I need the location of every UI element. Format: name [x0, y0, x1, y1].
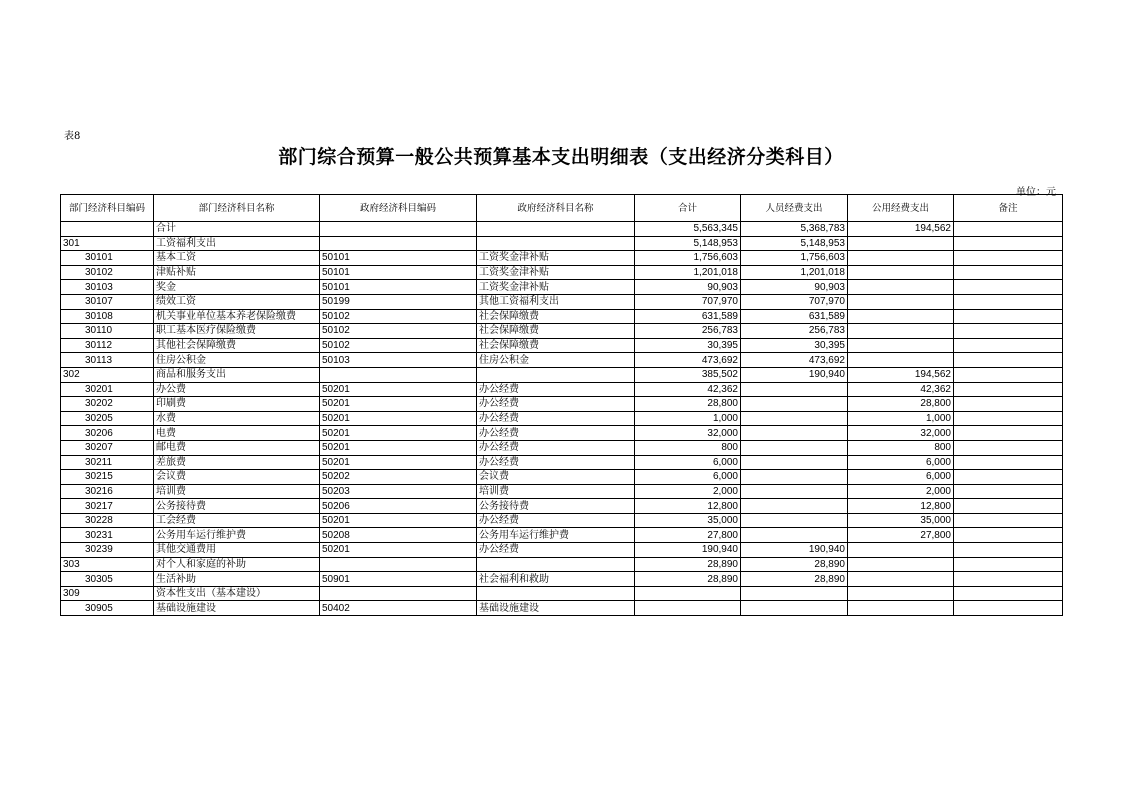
- gov-name-cell: [477, 222, 635, 237]
- note-cell: [954, 294, 1063, 309]
- public-cell: 194,562: [848, 222, 954, 237]
- personnel-cell: 190,940: [741, 367, 848, 382]
- gov-name-cell: 社会福利和救助: [477, 572, 635, 587]
- dept-code-cell: 30216: [61, 484, 154, 499]
- gov-name-cell: [477, 586, 635, 601]
- dept-name-cell: 合计: [154, 222, 320, 237]
- dept-code-cell: 303: [61, 557, 154, 572]
- table-row: [61, 324, 1063, 339]
- public-cell: [848, 236, 954, 251]
- table-row: [61, 338, 1063, 353]
- gov-name-cell: 办公经费: [477, 513, 635, 528]
- gov-name-cell: 社会保障缴费: [477, 309, 635, 324]
- header-dept-code: 部门经济科目编码: [61, 195, 154, 222]
- public-cell: 12,800: [848, 499, 954, 514]
- public-cell: 28,800: [848, 397, 954, 412]
- note-cell: [954, 338, 1063, 353]
- table-row: [61, 543, 1063, 558]
- gov-name-cell: 公务用车运行维护费: [477, 528, 635, 543]
- public-cell: [848, 353, 954, 368]
- table-row: [61, 265, 1063, 280]
- dept-code-cell: 30110: [61, 324, 154, 339]
- table-row: [61, 484, 1063, 499]
- dept-code-cell: 30231: [61, 528, 154, 543]
- total-cell: 6,000: [635, 455, 741, 470]
- header-public: 公用经费支出: [848, 195, 954, 222]
- personnel-cell: [741, 397, 848, 412]
- dept-code-cell: 30202: [61, 397, 154, 412]
- personnel-cell: 631,589: [741, 309, 848, 324]
- note-cell: [954, 280, 1063, 295]
- dept-name-cell: 公务用车运行维护费: [154, 528, 320, 543]
- note-cell: [954, 367, 1063, 382]
- dept-name-cell: 办公费: [154, 382, 320, 397]
- total-cell: 30,395: [635, 338, 741, 353]
- gov-name-cell: [477, 367, 635, 382]
- total-cell: 90,903: [635, 280, 741, 295]
- table-row: [61, 528, 1063, 543]
- note-cell: [954, 601, 1063, 616]
- personnel-cell: 5,148,953: [741, 236, 848, 251]
- note-cell: [954, 513, 1063, 528]
- dept-code-cell: 30101: [61, 251, 154, 266]
- personnel-cell: [741, 586, 848, 601]
- total-cell: 1,756,603: [635, 251, 741, 266]
- header-note: 备注: [954, 195, 1063, 222]
- dept-code-cell: 30217: [61, 499, 154, 514]
- table-row: [61, 236, 1063, 251]
- total-cell: 1,000: [635, 411, 741, 426]
- personnel-cell: [741, 440, 848, 455]
- table-row: [61, 572, 1063, 587]
- dept-code-cell: 30206: [61, 426, 154, 441]
- note-cell: [954, 222, 1063, 237]
- total-cell: 28,890: [635, 572, 741, 587]
- public-cell: 800: [848, 440, 954, 455]
- total-cell: 1,201,018: [635, 265, 741, 280]
- dept-name-cell: 职工基本医疗保险缴费: [154, 324, 320, 339]
- total-cell: 6,000: [635, 470, 741, 485]
- dept-name-cell: 电费: [154, 426, 320, 441]
- gov-name-cell: 住房公积金: [477, 353, 635, 368]
- table-row: [61, 367, 1063, 382]
- public-cell: 1,000: [848, 411, 954, 426]
- table-row: [61, 309, 1063, 324]
- gov-code-cell: 50102: [320, 324, 477, 339]
- note-cell: [954, 251, 1063, 266]
- gov-name-cell: 工资奖金津补贴: [477, 251, 635, 266]
- table-row: [61, 499, 1063, 514]
- note-cell: [954, 265, 1063, 280]
- gov-code-cell: 50206: [320, 499, 477, 514]
- table-row: [61, 440, 1063, 455]
- gov-code-cell: [320, 367, 477, 382]
- dept-code-cell: 30113: [61, 353, 154, 368]
- total-cell: 2,000: [635, 484, 741, 499]
- dept-code-cell: 30205: [61, 411, 154, 426]
- dept-name-cell: 津贴补贴: [154, 265, 320, 280]
- dept-code-cell: 301: [61, 236, 154, 251]
- personnel-cell: 707,970: [741, 294, 848, 309]
- personnel-cell: 473,692: [741, 353, 848, 368]
- dept-name-cell: 邮电费: [154, 440, 320, 455]
- note-cell: [954, 543, 1063, 558]
- total-cell: 190,940: [635, 543, 741, 558]
- personnel-cell: 256,783: [741, 324, 848, 339]
- personnel-cell: 28,890: [741, 572, 848, 587]
- total-cell: 5,563,345: [635, 222, 741, 237]
- public-cell: [848, 280, 954, 295]
- table-row: [61, 455, 1063, 470]
- public-cell: [848, 601, 954, 616]
- total-cell: 28,800: [635, 397, 741, 412]
- note-cell: [954, 499, 1063, 514]
- personnel-cell: [741, 528, 848, 543]
- note-cell: [954, 572, 1063, 587]
- note-cell: [954, 455, 1063, 470]
- note-cell: [954, 411, 1063, 426]
- gov-code-cell: [320, 236, 477, 251]
- dept-name-cell: 其他社会保障缴费: [154, 338, 320, 353]
- note-cell: [954, 484, 1063, 499]
- total-cell: 385,502: [635, 367, 741, 382]
- public-cell: 194,562: [848, 367, 954, 382]
- total-cell: 42,362: [635, 382, 741, 397]
- personnel-cell: 30,395: [741, 338, 848, 353]
- total-cell: 473,692: [635, 353, 741, 368]
- public-cell: [848, 572, 954, 587]
- header-gov-code: 政府经济科目编码: [320, 195, 477, 222]
- note-cell: [954, 586, 1063, 601]
- dept-name-cell: 其他交通费用: [154, 543, 320, 558]
- note-cell: [954, 353, 1063, 368]
- total-cell: 28,890: [635, 557, 741, 572]
- public-cell: [848, 251, 954, 266]
- dept-code-cell: 30905: [61, 601, 154, 616]
- gov-name-cell: 办公经费: [477, 382, 635, 397]
- header-dept-name: 部门经济科目名称: [154, 195, 320, 222]
- total-cell: 707,970: [635, 294, 741, 309]
- table-row: [61, 513, 1063, 528]
- personnel-cell: [741, 382, 848, 397]
- public-cell: [848, 294, 954, 309]
- gov-code-cell: 50201: [320, 411, 477, 426]
- gov-code-cell: 50203: [320, 484, 477, 499]
- public-cell: 6,000: [848, 455, 954, 470]
- dept-code-cell: 30305: [61, 572, 154, 587]
- total-cell: 35,000: [635, 513, 741, 528]
- gov-code-cell: 50201: [320, 382, 477, 397]
- table-row: [61, 601, 1063, 616]
- dept-name-cell: 公务接待费: [154, 499, 320, 514]
- dept-code-cell: 309: [61, 586, 154, 601]
- table-row: [61, 557, 1063, 572]
- public-cell: 6,000: [848, 470, 954, 485]
- header-row: [61, 195, 1063, 222]
- total-cell: 12,800: [635, 499, 741, 514]
- personnel-cell: [741, 455, 848, 470]
- table-row: [61, 222, 1063, 237]
- dept-code-cell: 30112: [61, 338, 154, 353]
- note-cell: [954, 397, 1063, 412]
- personnel-cell: [741, 470, 848, 485]
- total-cell: 800: [635, 440, 741, 455]
- gov-name-cell: 办公经费: [477, 411, 635, 426]
- header-personnel: 人员经费支出: [741, 195, 848, 222]
- dept-name-cell: 奖金: [154, 280, 320, 295]
- gov-code-cell: 50101: [320, 280, 477, 295]
- dept-name-cell: 对个人和家庭的补助: [154, 557, 320, 572]
- public-cell: [848, 265, 954, 280]
- dept-code-cell: 30207: [61, 440, 154, 455]
- dept-code-cell: 30102: [61, 265, 154, 280]
- total-cell: 631,589: [635, 309, 741, 324]
- dept-code-cell: 30211: [61, 455, 154, 470]
- public-cell: [848, 543, 954, 558]
- gov-code-cell: 50201: [320, 513, 477, 528]
- header-total: 合计: [635, 195, 741, 222]
- gov-code-cell: 50103: [320, 353, 477, 368]
- total-cell: [635, 586, 741, 601]
- personnel-cell: [741, 411, 848, 426]
- table-row: [61, 251, 1063, 266]
- public-cell: 27,800: [848, 528, 954, 543]
- note-cell: [954, 557, 1063, 572]
- public-cell: 35,000: [848, 513, 954, 528]
- total-cell: 27,800: [635, 528, 741, 543]
- page-title: 部门综合预算一般公共预算基本支出明细表（支出经济分类科目）: [278, 146, 844, 168]
- public-cell: 32,000: [848, 426, 954, 441]
- dept-name-cell: 培训费: [154, 484, 320, 499]
- public-cell: [848, 557, 954, 572]
- gov-code-cell: 50201: [320, 440, 477, 455]
- note-cell: [954, 236, 1063, 251]
- gov-code-cell: [320, 222, 477, 237]
- public-cell: 2,000: [848, 484, 954, 499]
- dept-code-cell: 30107: [61, 294, 154, 309]
- header-gov-name: 政府经济科目名称: [477, 195, 635, 222]
- gov-code-cell: 50101: [320, 251, 477, 266]
- total-cell: 32,000: [635, 426, 741, 441]
- table-row: [61, 353, 1063, 368]
- unit-label: 单位：元: [1016, 187, 1056, 198]
- note-cell: [954, 426, 1063, 441]
- dept-code-cell: 302: [61, 367, 154, 382]
- dept-name-cell: 住房公积金: [154, 353, 320, 368]
- dept-code-cell: 30215: [61, 470, 154, 485]
- personnel-cell: 1,201,018: [741, 265, 848, 280]
- personnel-cell: 190,940: [741, 543, 848, 558]
- public-cell: [848, 309, 954, 324]
- dept-name-cell: 机关事业单位基本养老保险缴费: [154, 309, 320, 324]
- note-cell: [954, 309, 1063, 324]
- gov-code-cell: 50102: [320, 309, 477, 324]
- personnel-cell: [741, 426, 848, 441]
- personnel-cell: [741, 499, 848, 514]
- table-row: [61, 294, 1063, 309]
- personnel-cell: 90,903: [741, 280, 848, 295]
- gov-name-cell: [477, 236, 635, 251]
- gov-name-cell: 社会保障缴费: [477, 338, 635, 353]
- note-cell: [954, 324, 1063, 339]
- note-cell: [954, 440, 1063, 455]
- gov-name-cell: 培训费: [477, 484, 635, 499]
- personnel-cell: 5,368,783: [741, 222, 848, 237]
- dept-name-cell: 生活补助: [154, 572, 320, 587]
- dept-code-cell: 30228: [61, 513, 154, 528]
- dept-code-cell: 30239: [61, 543, 154, 558]
- gov-code-cell: 50201: [320, 426, 477, 441]
- personnel-cell: [741, 484, 848, 499]
- gov-name-cell: 办公经费: [477, 543, 635, 558]
- dept-name-cell: 工资福利支出: [154, 236, 320, 251]
- note-cell: [954, 528, 1063, 543]
- total-cell: 5,148,953: [635, 236, 741, 251]
- dept-name-cell: 水费: [154, 411, 320, 426]
- gov-code-cell: 50201: [320, 397, 477, 412]
- personnel-cell: 1,756,603: [741, 251, 848, 266]
- total-cell: 256,783: [635, 324, 741, 339]
- gov-name-cell: 办公经费: [477, 426, 635, 441]
- gov-name-cell: 工资奖金津补贴: [477, 265, 635, 280]
- gov-name-cell: 办公经费: [477, 397, 635, 412]
- dept-name-cell: 差旅费: [154, 455, 320, 470]
- dept-name-cell: 绩效工资: [154, 294, 320, 309]
- gov-name-cell: 办公经费: [477, 440, 635, 455]
- gov-code-cell: 50201: [320, 455, 477, 470]
- gov-code-cell: [320, 557, 477, 572]
- table-row: [61, 586, 1063, 601]
- gov-code-cell: 50201: [320, 543, 477, 558]
- dept-name-cell: 商品和服务支出: [154, 367, 320, 382]
- gov-code-cell: 50102: [320, 338, 477, 353]
- gov-code-cell: 50101: [320, 265, 477, 280]
- dept-code-cell: 30103: [61, 280, 154, 295]
- public-cell: 42,362: [848, 382, 954, 397]
- gov-name-cell: 社会保障缴费: [477, 324, 635, 339]
- dept-name-cell: 印刷费: [154, 397, 320, 412]
- dept-name-cell: 工会经费: [154, 513, 320, 528]
- dept-code-cell: 30201: [61, 382, 154, 397]
- gov-name-cell: 其他工资福利支出: [477, 294, 635, 309]
- gov-code-cell: 50199: [320, 294, 477, 309]
- table-row: [61, 470, 1063, 485]
- public-cell: [848, 586, 954, 601]
- note-cell: [954, 382, 1063, 397]
- dept-name-cell: 基础设施建设: [154, 601, 320, 616]
- table-row: [61, 382, 1063, 397]
- public-cell: [848, 324, 954, 339]
- dept-name-cell: 资本性支出（基本建设）: [154, 586, 320, 601]
- dept-code-cell: [61, 222, 154, 237]
- gov-code-cell: [320, 586, 477, 601]
- gov-name-cell: 公务接待费: [477, 499, 635, 514]
- dept-name-cell: 基本工资: [154, 251, 320, 266]
- table-row: [61, 411, 1063, 426]
- personnel-cell: 28,890: [741, 557, 848, 572]
- table-row: [61, 280, 1063, 295]
- total-cell: [635, 601, 741, 616]
- personnel-cell: [741, 601, 848, 616]
- note-cell: [954, 470, 1063, 485]
- gov-name-cell: [477, 557, 635, 572]
- gov-code-cell: 50402: [320, 601, 477, 616]
- personnel-cell: [741, 513, 848, 528]
- gov-name-cell: 会议费: [477, 470, 635, 485]
- dept-code-cell: 30108: [61, 309, 154, 324]
- gov-code-cell: 50202: [320, 470, 477, 485]
- public-cell: [848, 338, 954, 353]
- table-body: [61, 222, 1063, 616]
- gov-name-cell: 基础设施建设: [477, 601, 635, 616]
- gov-code-cell: 50208: [320, 528, 477, 543]
- table-row: [61, 426, 1063, 441]
- gov-code-cell: 50901: [320, 572, 477, 587]
- dept-name-cell: 会议费: [154, 470, 320, 485]
- budget-table: [60, 194, 1063, 616]
- table-number: 表8: [64, 131, 81, 142]
- gov-name-cell: 办公经费: [477, 455, 635, 470]
- table-row: [61, 397, 1063, 412]
- gov-name-cell: 工资奖金津补贴: [477, 280, 635, 295]
